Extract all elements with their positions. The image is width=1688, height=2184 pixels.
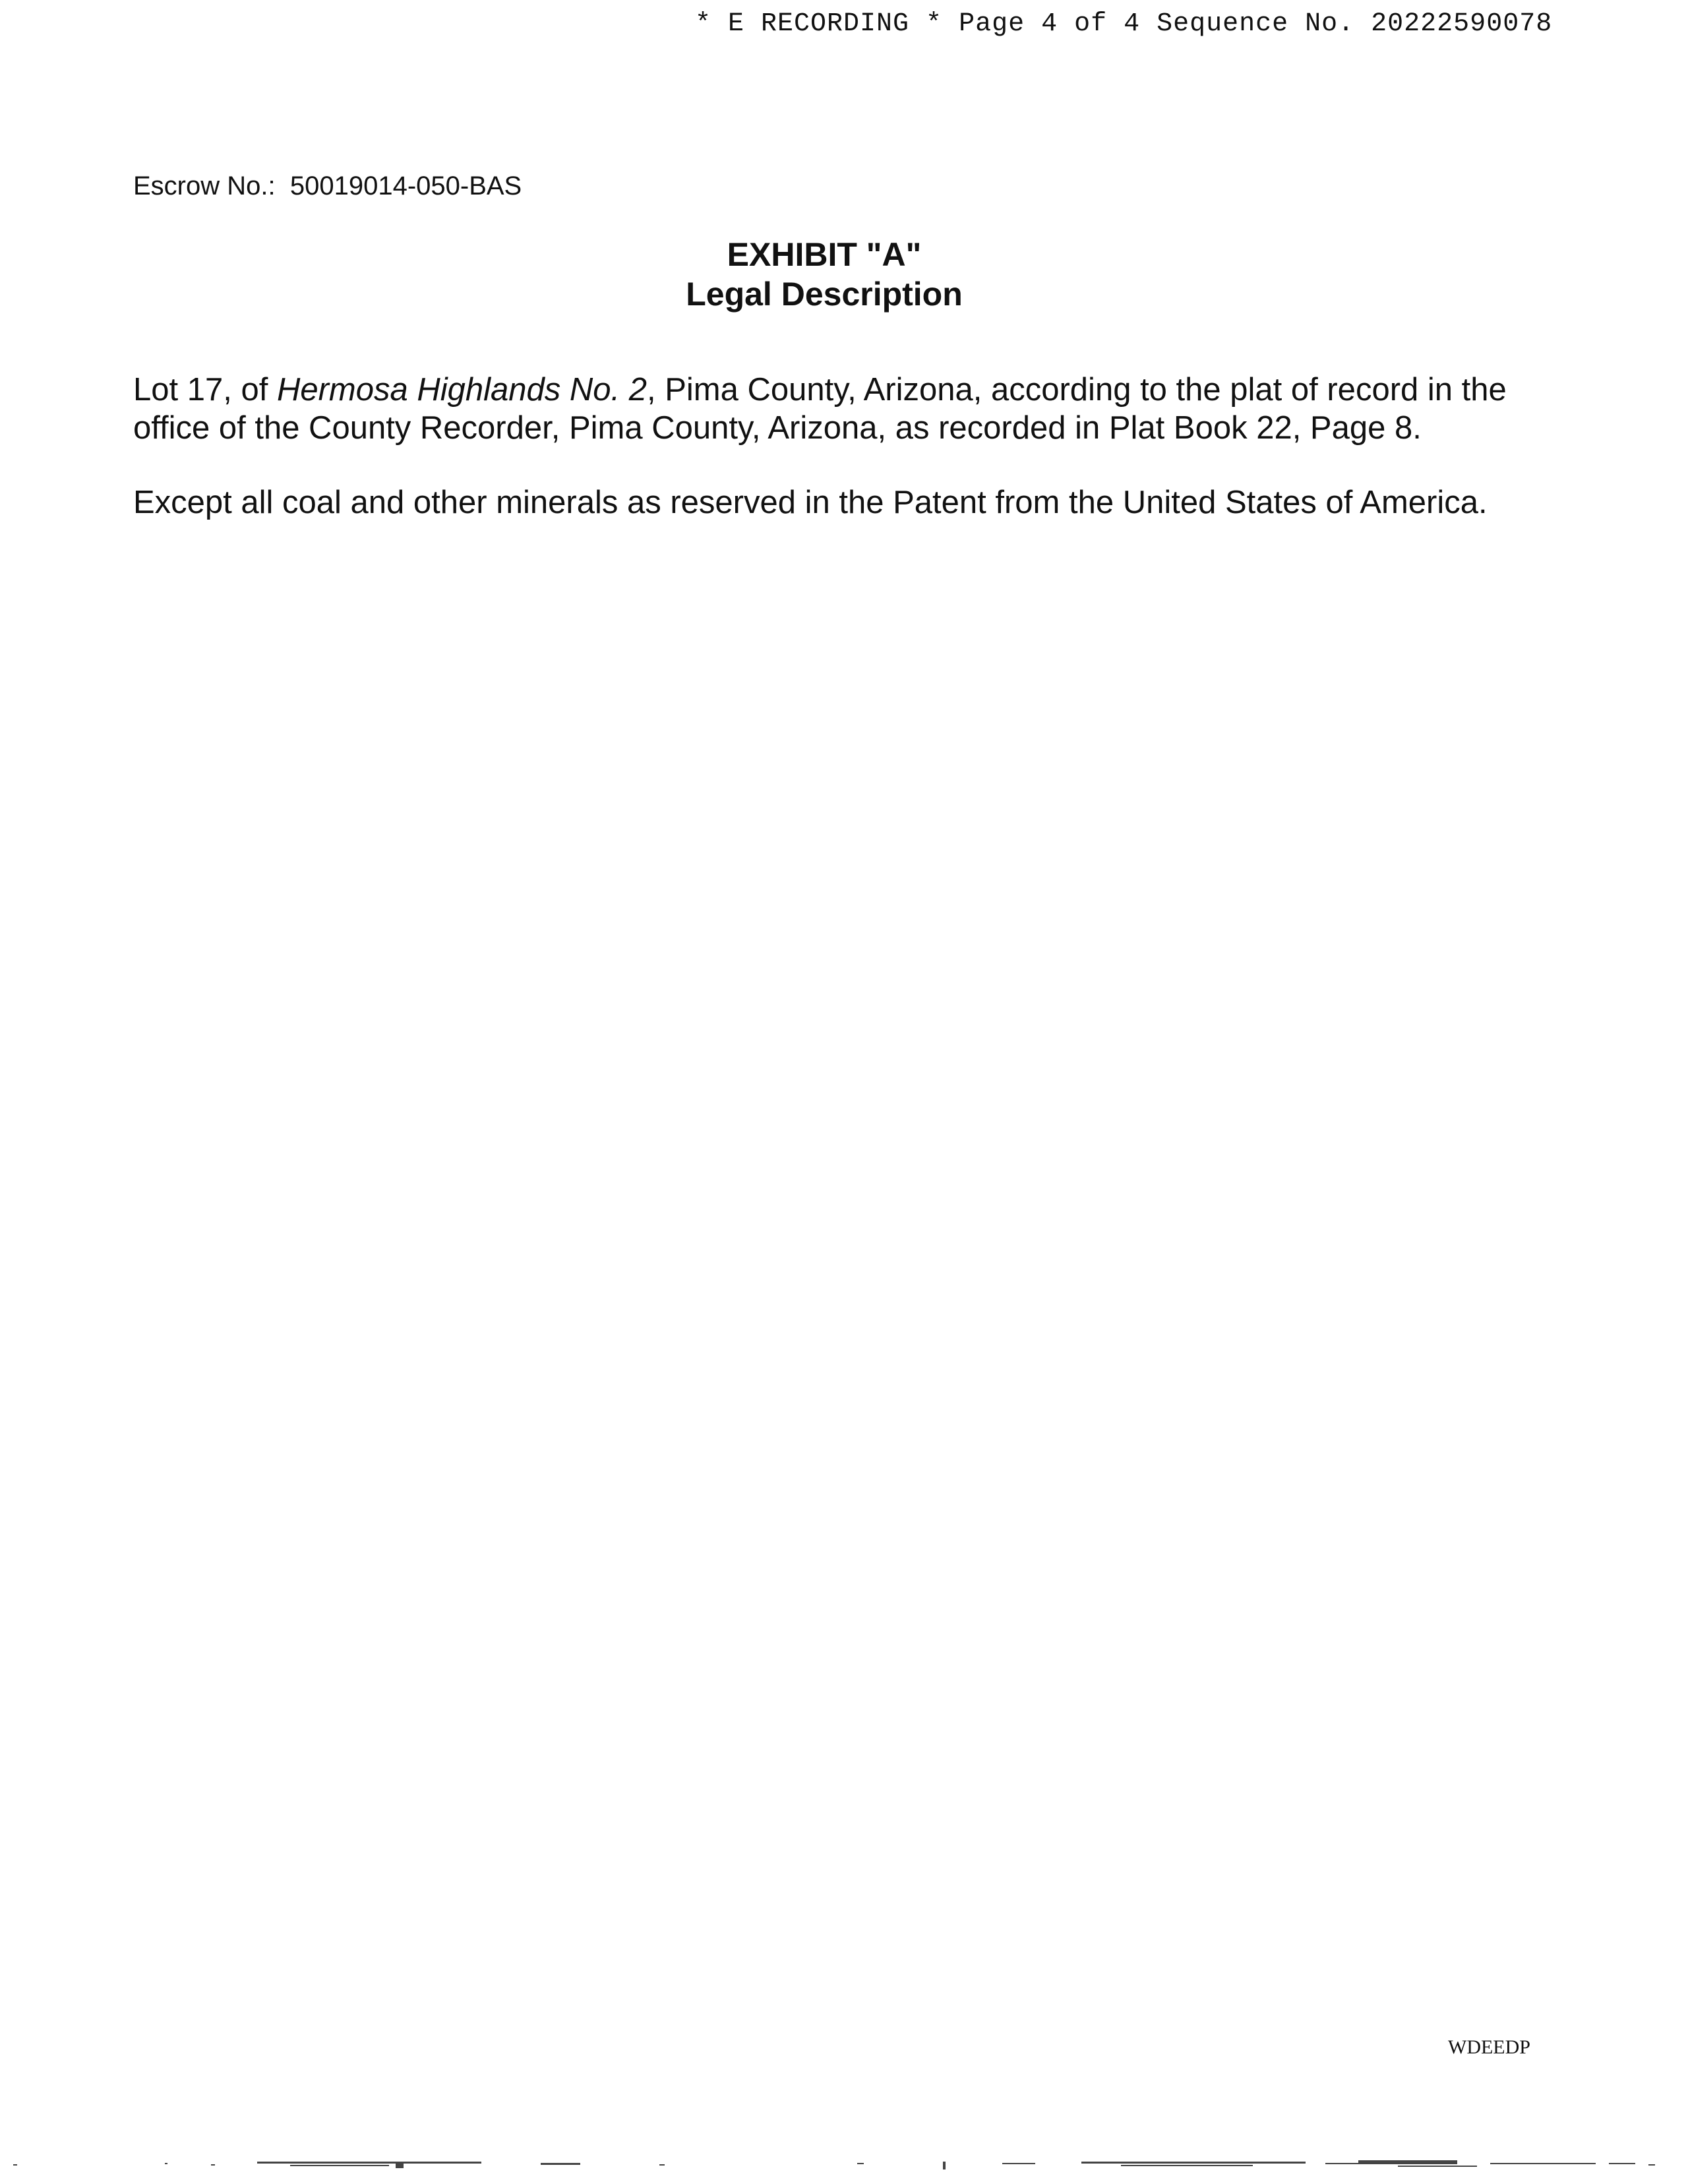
exhibit-heading (0, 235, 1648, 314)
mineral-exception-paragraph: Except all coal and other minerals as reserved in the Patent from the United States of America. (133, 485, 1488, 520)
legal-text-lot: Lot 17, of (133, 372, 277, 408)
escrow-line (133, 171, 522, 201)
scan-artifact-strip (0, 2155, 1688, 2175)
legal-description-paragraph (133, 371, 1557, 447)
legal-text-plat: , Pima County, Arizona, according to the plat of record in the office of the County Recorder, Pima County, Arizona, as recorded in Plat Book 22, Page 8. (133, 372, 1507, 446)
recording-stamp: * E RECORDING * Page 4 of 4 Sequence No. 20222590078 (695, 9, 1553, 39)
form-code: WDEEDP (1448, 2036, 1530, 2058)
exhibit-subtitle: Legal Description (686, 276, 963, 313)
escrow-number: 50019014-050-BAS (289, 171, 522, 200)
escrow-label: Escrow No.: (133, 171, 276, 200)
exhibit-title: EXHIBIT "A" (727, 236, 922, 273)
subdivision-name: Hermosa Highlands No. 2 (276, 372, 647, 408)
